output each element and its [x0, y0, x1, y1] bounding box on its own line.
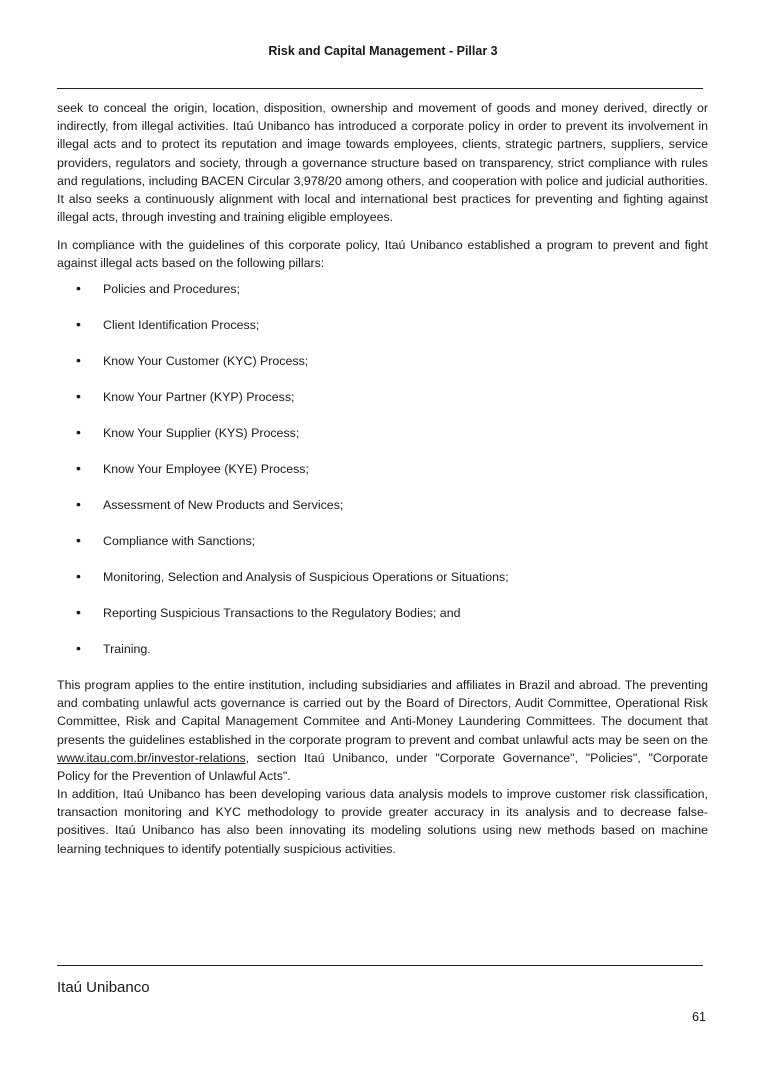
bullet-icon: • [76, 604, 81, 620]
footer-divider [57, 965, 703, 966]
list-item-text: Know Your Employee (KYE) Process; [103, 462, 309, 476]
bullet-icon: • [76, 280, 81, 296]
list-item-text: Policies and Procedures; [103, 282, 241, 296]
investor-relations-link[interactable]: www.itau.com.br/investor-relations [57, 750, 246, 765]
page-header-title: Risk and Capital Management - Pillar 3 [268, 44, 498, 58]
bullet-icon: • [76, 532, 81, 548]
list-item-text: Monitoring, Selection and Analysis of Suspicious Operations or Situations; [103, 570, 509, 584]
bullet-icon: • [76, 496, 81, 512]
page-number: 61 [692, 1010, 706, 1024]
list-item-text: Compliance with Sanctions; [103, 534, 256, 548]
list-item-text: Reporting Suspicious Transactions to the Regulatory Bodies; and [103, 606, 461, 620]
footer-company: Itaú Unibanco [57, 979, 150, 996]
bullet-icon: • [76, 316, 81, 332]
bullet-icon: • [76, 640, 81, 656]
bullet-icon: • [76, 424, 81, 440]
paragraph-text: This program applies to the entire institution, including subsidiaries and affiliates in Brazil and abroad. The preventing and combating unlawful acts governance is carried out by the Board of Directors, Audit Committee, Operational Risk Committee, Risk and Capital Management Commitee and Anti-Money Laundering Committees. The document that presents the guidelines established in the corporate program to prevent and combat unlawful acts may be seen on the [57, 678, 708, 747]
paragraph-data-analysis: In addition, Itaú Unibanco has been developing various data analysis models to improve customer risk classification, transaction monitoring and KYC methodology to provide greater accuracy in its analysis and to decrease false-positives. Itaú Unibanco has also been innovating its modeling solutions using new methods based on machine learning techniques to identify potentially suspicious activities. [57, 787, 708, 856]
bullet-icon: • [76, 568, 81, 584]
paragraph-program-scope [57, 676, 708, 785]
list-item-text: Know Your Partner (KYP) Process; [103, 390, 295, 404]
list-item-text: Client Identification Process; [103, 318, 260, 332]
list-item-text: Assessment of New Products and Services; [103, 498, 344, 512]
list-item-text: Training. [103, 642, 151, 656]
header-divider [57, 88, 703, 89]
bullet-icon: • [76, 388, 81, 404]
paragraph-text: , section Itaú Unibanco, under "Corporate Governance", "Policies", "Corporate Policy for the Prevention of Unlawful Acts". [57, 750, 708, 784]
bullet-icon: • [76, 352, 81, 368]
bullet-icon: • [76, 460, 81, 476]
paragraph-pillars-intro: In compliance with the guidelines of this corporate policy, Itaú Unibanco established a program to prevent and fight against illegal acts based on the following pillars: [57, 238, 708, 271]
paragraph-intro: seek to conceal the origin, location, disposition, ownership and movement of goods and money derived, directly or indirectly, from illegal activities. Itaú Unibanco has introduced a corporate policy in order to prevent its involvement in illegal acts and to protect its reputation and image towards employees, clients, strategic partners, suppliers, service providers, regulators and society, through a governance structure based on transparency, strict compliance with rules and regulations, including BACEN Circular 3,978/20 among others, and cooperation with police and judicial authorities. It also seeks a continuously alignment with local and international best practices for preventing and fighting against illegal acts, through investing and training eligible employees. [57, 101, 708, 225]
list-item-text: Know Your Supplier (KYS) Process; [103, 426, 300, 440]
list-item-text: Know Your Customer (KYC) Process; [103, 354, 309, 368]
